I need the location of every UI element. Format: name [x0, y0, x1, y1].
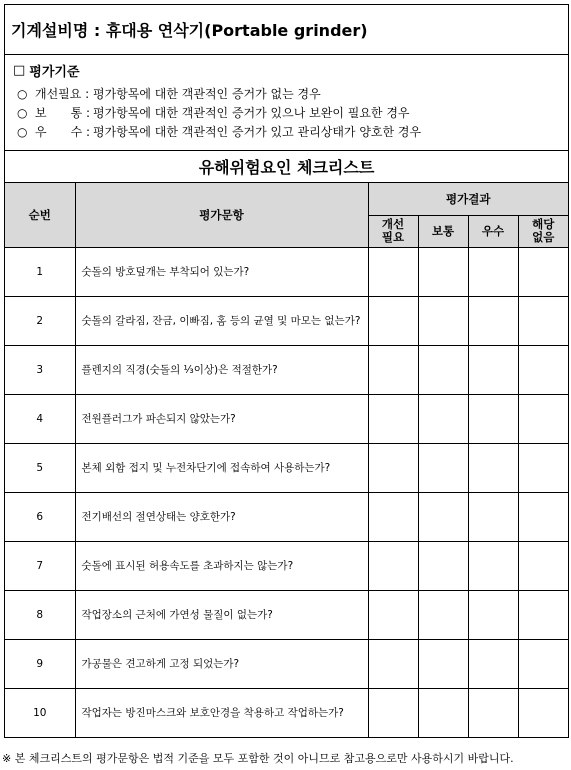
row-number: 6 — [5, 492, 75, 541]
criteria-label: 보 통 : — [35, 106, 91, 120]
row-question: 숫돌에 표시된 허용속도를 초과하지는 않는가? — [75, 541, 368, 590]
table-row — [5, 541, 568, 590]
cell-improve[interactable] — [368, 492, 418, 541]
cell-improve[interactable] — [368, 541, 418, 590]
cell-na[interactable] — [518, 394, 568, 443]
header-result: 평가결과 — [368, 183, 568, 215]
cell-normal[interactable] — [418, 345, 468, 394]
row-question: 가공물은 견고하게 고정 되었는가? — [75, 639, 368, 688]
criteria-heading-text: 평가기준 — [29, 65, 80, 80]
cell-na[interactable] — [518, 590, 568, 639]
criteria-label: 개선필요 : — [35, 87, 90, 101]
cell-normal[interactable] — [418, 247, 468, 296]
table-row — [5, 639, 568, 688]
row-number: 4 — [5, 394, 75, 443]
criteria-text: 평가항목에 대한 객관적인 증거가 있으나 보완이 필요한 경우 — [93, 106, 410, 120]
header-normal: 보통 — [418, 215, 468, 247]
table-row — [5, 688, 568, 737]
row-question: 본체 외함 접지 및 누전차단기에 접속하여 사용하는가? — [75, 443, 368, 492]
cell-excellent[interactable] — [468, 296, 518, 345]
criteria-text: 평가항목에 대한 객관적인 증거가 있고 관리상태가 양호한 경우 — [93, 125, 422, 139]
criteria-label: 우 수 : — [35, 125, 91, 139]
criteria-item — [13, 85, 560, 104]
row-question: 작업자는 방진마스크와 보호안경을 착용하고 작업하는가? — [75, 688, 368, 737]
cell-improve[interactable] — [368, 296, 418, 345]
cell-improve[interactable] — [368, 443, 418, 492]
criteria-text: 평가항목에 대한 객관적인 증거가 없는 경우 — [93, 87, 321, 101]
cell-improve[interactable] — [368, 247, 418, 296]
cell-improve[interactable] — [368, 345, 418, 394]
cell-improve[interactable] — [368, 590, 418, 639]
row-question: 전원플러그가 파손되지 않았는가? — [75, 394, 368, 443]
row-question: 숫돌의 갈라짐, 잔금, 이빠짐, 홈 등의 균열 및 마모는 없는가? — [75, 296, 368, 345]
table-row — [5, 394, 568, 443]
header-na: 해당 없음 — [518, 215, 568, 247]
cell-na[interactable] — [518, 639, 568, 688]
cell-na[interactable] — [518, 688, 568, 737]
row-number: 1 — [5, 247, 75, 296]
cell-normal[interactable] — [418, 639, 468, 688]
cell-excellent[interactable] — [468, 541, 518, 590]
equipment-title: 기계설비명 : 휴대용 연삭기(Portable grinder) — [5, 5, 568, 55]
cell-normal[interactable] — [418, 688, 468, 737]
cell-improve[interactable] — [368, 639, 418, 688]
evaluation-criteria — [5, 55, 568, 151]
checkbox-square-icon: □ — [13, 63, 26, 78]
cell-excellent[interactable] — [468, 492, 518, 541]
cell-normal[interactable] — [418, 541, 468, 590]
cell-normal[interactable] — [418, 443, 468, 492]
cell-normal[interactable] — [418, 296, 468, 345]
checklist-title: 유해위험요인 체크리스트 — [5, 151, 568, 183]
row-question: 작업장소의 근처에 가연성 물질이 없는가? — [75, 590, 368, 639]
table-row — [5, 590, 568, 639]
row-question: 전기배선의 절연상태는 양호한가? — [75, 492, 368, 541]
table-row — [5, 296, 568, 345]
header-question: 평가문항 — [75, 183, 368, 247]
circle-bullet-icon: ○ — [17, 106, 28, 120]
cell-excellent[interactable] — [468, 394, 518, 443]
cell-excellent[interactable] — [468, 247, 518, 296]
row-number: 2 — [5, 296, 75, 345]
row-number: 5 — [5, 443, 75, 492]
circle-bullet-icon: ○ — [17, 125, 28, 139]
row-number: 7 — [5, 541, 75, 590]
cell-excellent[interactable] — [468, 345, 518, 394]
cell-excellent[interactable] — [468, 688, 518, 737]
cell-na[interactable] — [518, 345, 568, 394]
circle-bullet-icon: ○ — [17, 87, 28, 101]
row-question: 플렌지의 직경(숫돌의 ⅓이상)은 적절한가? — [75, 345, 368, 394]
row-number: 3 — [5, 345, 75, 394]
criteria-item — [13, 123, 560, 142]
row-number: 10 — [5, 688, 75, 737]
footnote: ※ 본 체크리스트의 평가문항은 법적 기준을 모두 포함한 것이 아니므로 참고용으로만 사용하시기 바랍니다. — [2, 752, 514, 765]
cell-improve[interactable] — [368, 688, 418, 737]
table-row — [5, 492, 568, 541]
cell-improve[interactable] — [368, 394, 418, 443]
header-no: 순번 — [5, 183, 75, 247]
header-excellent: 우수 — [468, 215, 518, 247]
criteria-heading — [13, 61, 560, 80]
table-row — [5, 443, 568, 492]
cell-excellent[interactable] — [468, 443, 518, 492]
cell-na[interactable] — [518, 541, 568, 590]
table-row — [5, 345, 568, 394]
cell-normal[interactable] — [418, 394, 468, 443]
checklist-sheet — [4, 4, 569, 738]
cell-na[interactable] — [518, 443, 568, 492]
header-improve: 개선 필요 — [368, 215, 418, 247]
table-row — [5, 247, 568, 296]
row-question: 숫돌의 방호덮개는 부착되어 있는가? — [75, 247, 368, 296]
row-number: 8 — [5, 590, 75, 639]
checklist-table — [5, 183, 568, 737]
criteria-item — [13, 104, 560, 123]
cell-na[interactable] — [518, 296, 568, 345]
cell-excellent[interactable] — [468, 590, 518, 639]
cell-na[interactable] — [518, 247, 568, 296]
cell-na[interactable] — [518, 492, 568, 541]
cell-normal[interactable] — [418, 590, 468, 639]
cell-excellent[interactable] — [468, 639, 518, 688]
cell-normal[interactable] — [418, 492, 468, 541]
row-number: 9 — [5, 639, 75, 688]
